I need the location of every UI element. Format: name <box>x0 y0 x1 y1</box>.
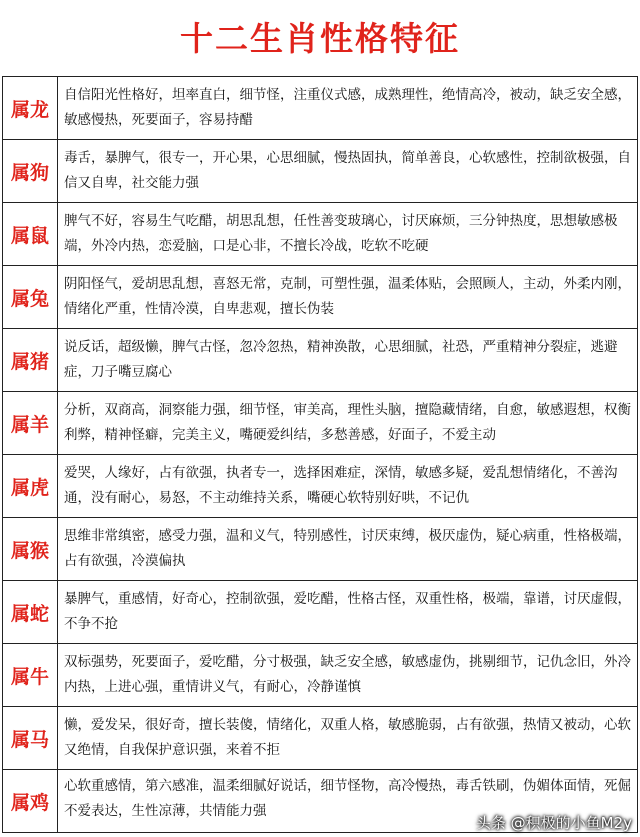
trait-description: 心软重感情，第六感准，温柔细腻好说话，细节怪物，高冷慢热，毒舌铁刷，伪媚体面情，死倔不爱表达，生性凉薄，共情能力强 <box>58 770 638 833</box>
table-row <box>3 581 638 644</box>
zodiac-name: 属蛇 <box>3 581 58 644</box>
zodiac-name: 属鸡 <box>3 770 58 833</box>
trait-description: 脾气不好，容易生气吃醋，胡思乱想，任性善变玻璃心，讨厌麻烦，三分钟热度，思想敏感极端，外冷内热，恋爱脑，口是心非，不擅长冷战，吃软不吃硬 <box>58 203 638 266</box>
zodiac-name: 属马 <box>3 707 58 770</box>
zodiac-name: 属鼠 <box>3 203 58 266</box>
zodiac-name: 属羊 <box>3 392 58 455</box>
trait-description: 双标强势，死要面子，爱吃醋，分寸极强，缺乏安全感，敏感虚伪，挑剔细节，记仇念旧，外冷内热，上进心强，重情讲义气，有耐心，冷静谨慎 <box>58 644 638 707</box>
table-row <box>3 644 638 707</box>
zodiac-name: 属猴 <box>3 518 58 581</box>
table-row <box>3 518 638 581</box>
trait-description: 自信阳光性格好，坦率直白，细节怪，注重仪式感，成熟理性，绝情高冷，被动，缺乏安全感，敏感慢热，死要面子，容易持醋 <box>58 77 638 140</box>
table-row <box>3 329 638 392</box>
table-row <box>3 203 638 266</box>
table-row <box>3 77 638 140</box>
trait-description: 阴阳怪气，爱胡思乱想，喜怒无常，克制，可塑性强，温柔体贴，会照顾人，主动，外柔内刚，情绪化严重，性情冷漠，自卑悲观，擅长伪装 <box>58 266 638 329</box>
table-row <box>3 455 638 518</box>
zodiac-traits-table <box>2 76 638 833</box>
title-area <box>0 0 640 76</box>
trait-description: 懒，爱发呆，很好奇，擅长装傻，情绪化，双重人格，敏感脆弱，占有欲强，热情又被动，心软又绝情，自我保护意识强，来着不拒 <box>58 707 638 770</box>
zodiac-name: 属狗 <box>3 140 58 203</box>
trait-description: 说反话，超级懒，脾气古怪，忽冷忽热，精神涣散，心思细腻，社恐，严重精神分裂症，逃避症，刀子嘴豆腐心 <box>58 329 638 392</box>
table-row <box>3 392 638 455</box>
trait-description: 爱哭，人缘好，占有欲强，执者专一，选择困难症，深情，敏感多疑，爱乱想情绪化，不善沟通，没有耐心，易怒，不主动维持关系，嘴硬心软特别好哄，不记仇 <box>58 455 638 518</box>
zodiac-name: 属兔 <box>3 266 58 329</box>
trait-description: 毒舌，暴脾气，很专一，开心果，心思细腻，慢热固执，简单善良，心软感性，控制欲极强，自信又自卑，社交能力强 <box>58 140 638 203</box>
zodiac-name: 属虎 <box>3 455 58 518</box>
trait-description: 分析，双商高，洞察能力强，细节怪，审美高，理性头脑，擅隐藏情绪，自愈，敏感遐想，权衡利弊，精神怪癖，完美主义，嘴硬爱纠结，多愁善感，好面子，不爱主动 <box>58 392 638 455</box>
zodiac-name: 属牛 <box>3 644 58 707</box>
zodiac-name: 属龙 <box>3 77 58 140</box>
table-row <box>3 140 638 203</box>
table-row <box>3 707 638 770</box>
trait-description: 思维非常缜密，感受力强，温和义气，特别感性，讨厌束缚，极厌虚伪，疑心病重，性格极端，占有欲强，冷漠偏执 <box>58 518 638 581</box>
page-title: 十二生肖性格特征 <box>180 18 460 58</box>
trait-description: 暴脾气，重感情，好奇心，控制欲强，爱吃醋，性格古怪，双重性格，极端，靠谱，讨厌虚假，不争不抢 <box>58 581 638 644</box>
zodiac-name: 属猪 <box>3 329 58 392</box>
source-watermark: 头条 @积极的小鱼M2y <box>475 814 632 832</box>
table-row <box>3 266 638 329</box>
